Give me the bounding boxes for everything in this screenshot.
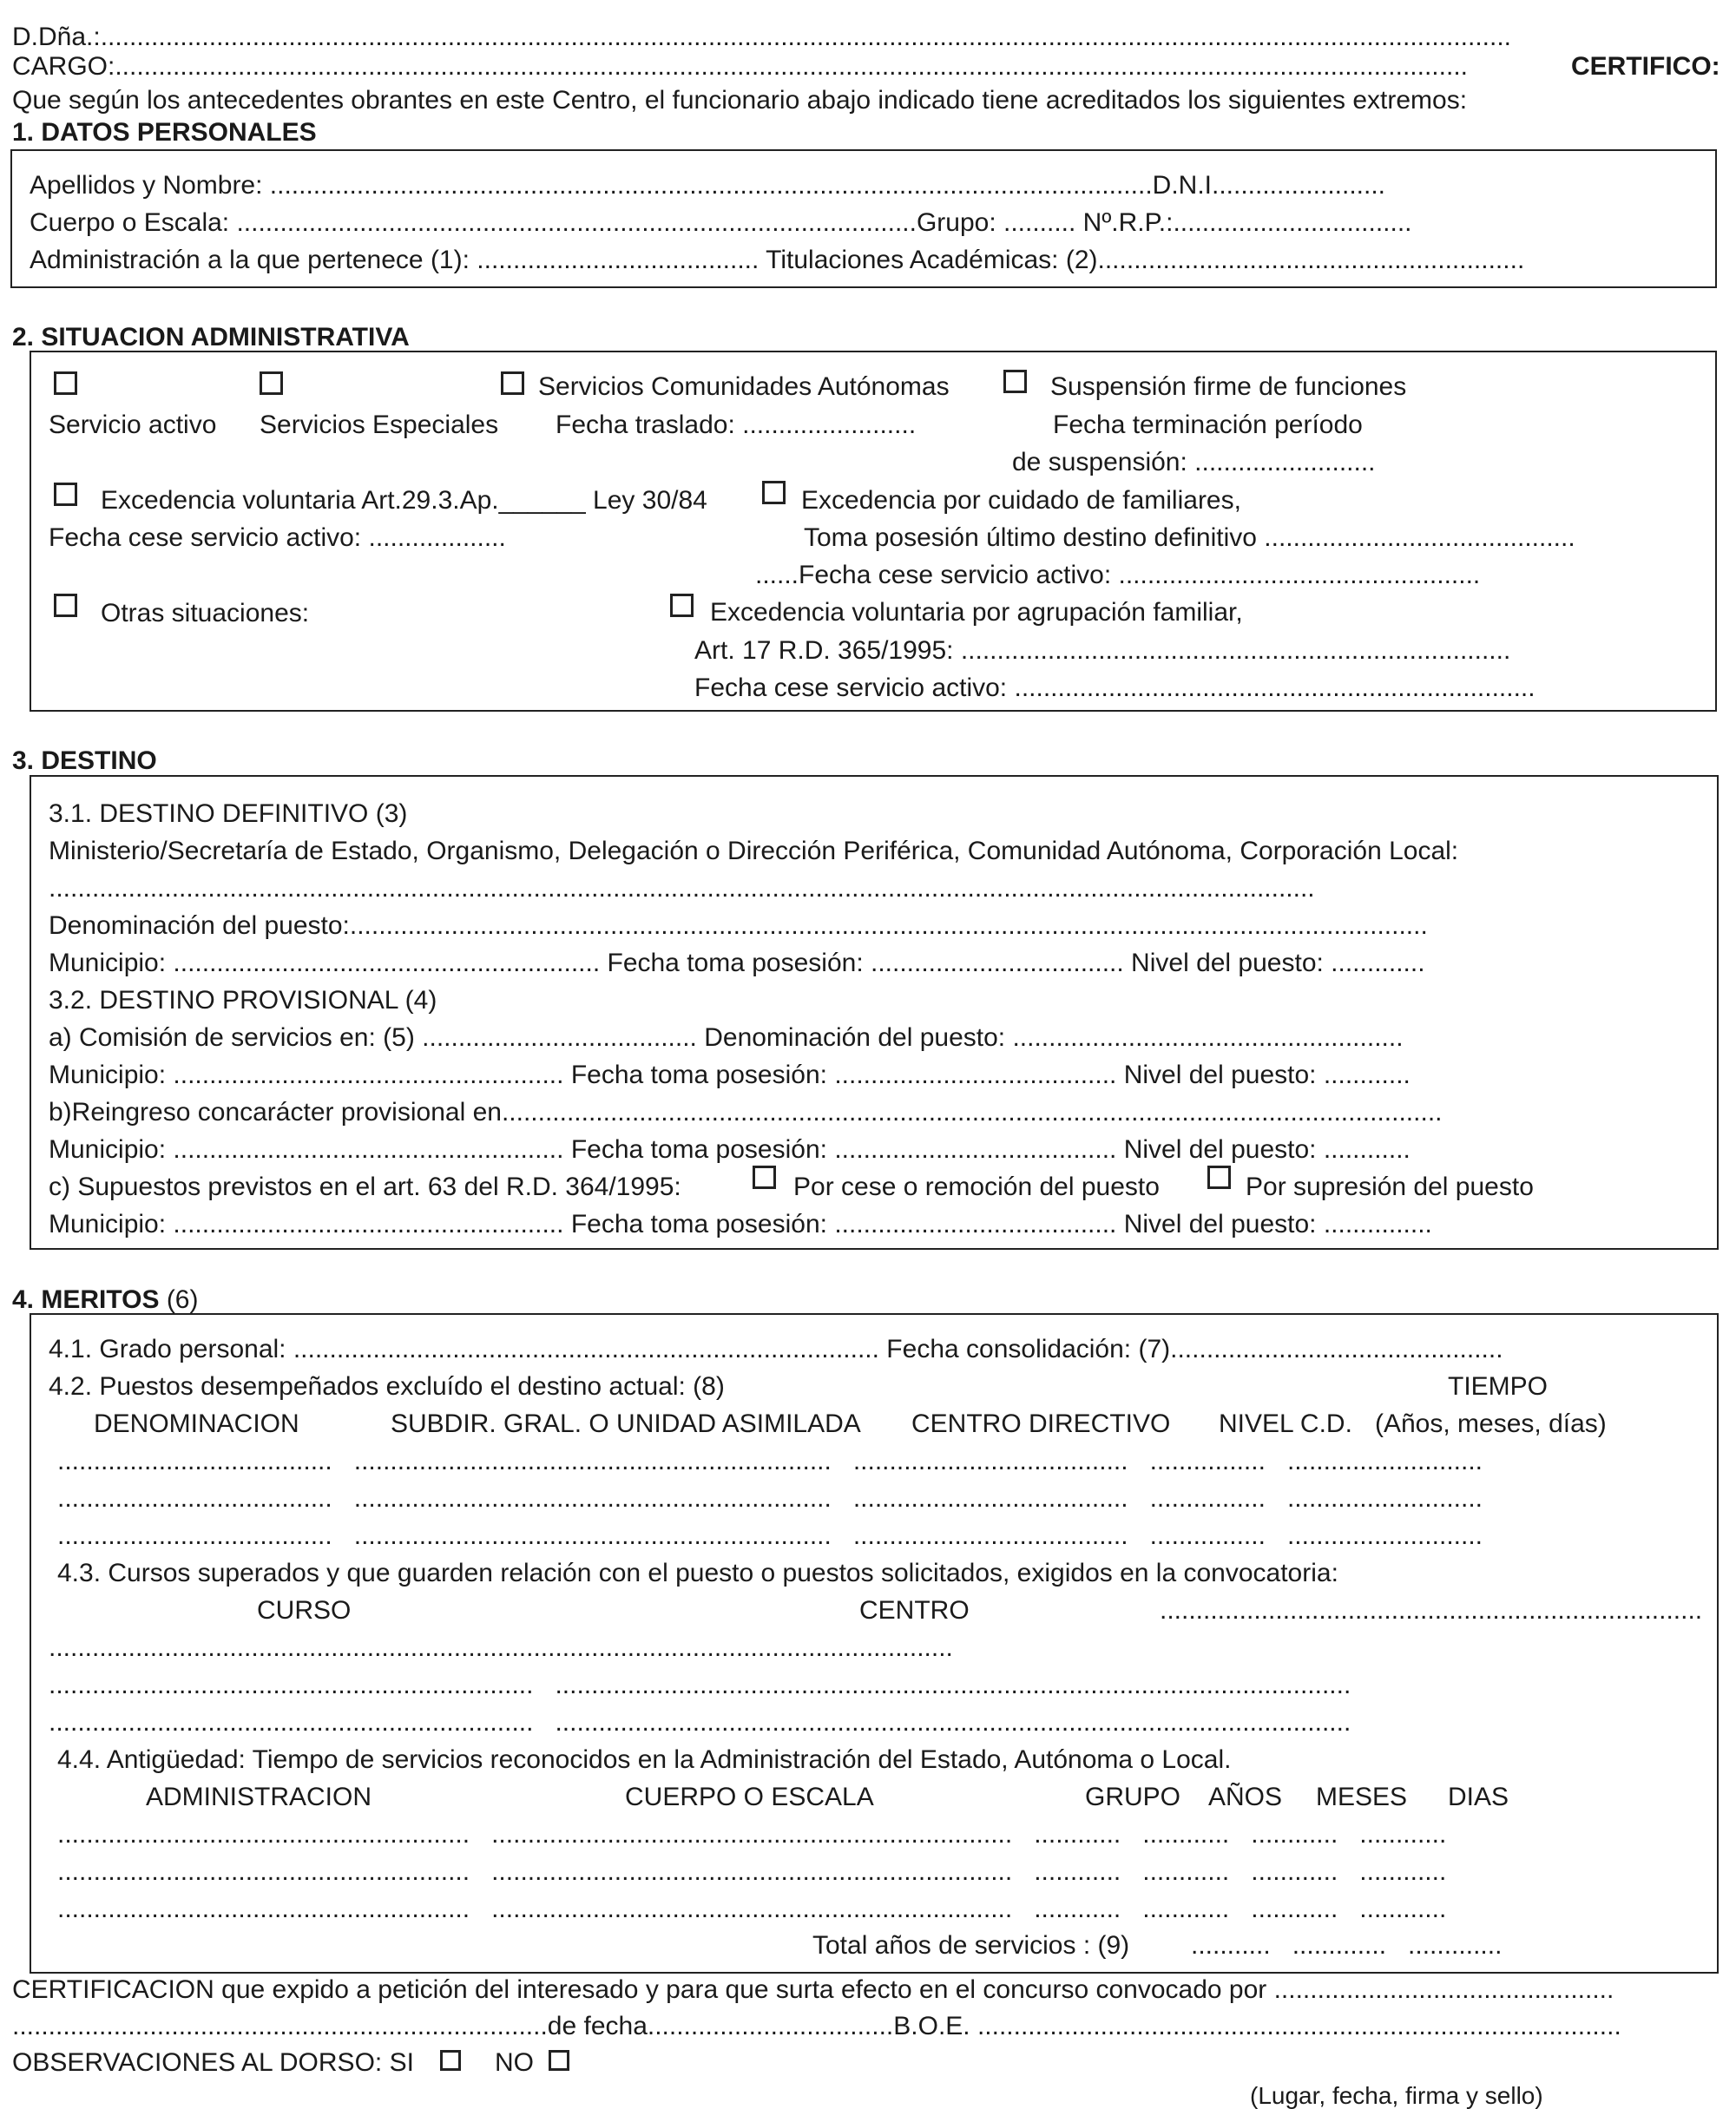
curso-header: CURSO (257, 1596, 352, 1625)
nivel-cd-header: NIVEL C.D. (1219, 1409, 1352, 1438)
administracion-header: ADMINISTRACION (146, 1783, 372, 1811)
section3-title: 3. DESTINO (12, 746, 157, 775)
excedencia-agrupacion-checkbox[interactable] (670, 594, 694, 617)
cese-remocion-label: Por cese o remoción del puesto (793, 1173, 1160, 1201)
observaciones-label: OBSERVACIONES AL DORSO: SI (12, 2048, 414, 2077)
municipio-line-4: Municipio: ...................................................... Fecha toma posesión: ....................................... Nivel del puesto: ............... (49, 1210, 1432, 1238)
fecha-cese-line-1: Fecha cese servicio activo: ................... (49, 523, 506, 552)
suspension-checkbox[interactable] (1003, 370, 1027, 393)
ministerio-label: Ministerio/Secretaría de Estado, Organismo, Delegación o Dirección Periférica, Comunidad Autónoma, Corporación Local: (49, 837, 1459, 865)
certifico-label: CERTIFICO: (1571, 52, 1720, 81)
supresion-checkbox[interactable] (1207, 1166, 1231, 1189)
antiguedad-row: ......................................................... ........................................................................ ............ ............ ............ ............ (57, 1895, 1447, 1923)
supresion-label: Por supresión del puesto (1246, 1173, 1534, 1201)
cese-remocion-checkbox[interactable] (753, 1166, 776, 1189)
ccaa-checkbox[interactable] (501, 371, 524, 395)
suspension-label: Suspensión firme de funciones (1050, 372, 1407, 401)
curso-row: ................................................................... .............................................................................................................. (49, 1671, 1351, 1699)
excedencia-voluntaria-label: Excedencia voluntaria Art.29.3.Ap.______ Ley 30/84 (101, 486, 707, 515)
fecha-terminacion-label: Fecha terminación período (1053, 411, 1363, 439)
cursos-label: 4.3. Cursos superados y que guarden relación con el puesto o puestos solicitados, exigidos en la convocatoria: (57, 1559, 1338, 1587)
servicios-especiales-label: Servicios Especiales (260, 411, 499, 439)
intro-text: Que según los antecedentes obrantes en este Centro, el funcionario abajo indicado tiene acreditados los siguientes extremos: (12, 86, 1468, 115)
municipio-line-1: Municipio: ........................................................... Fecha toma posesión: ................................... Nivel del puesto: ............. (49, 949, 1425, 977)
ccaa-label: Servicios Comunidades Autónomas (538, 372, 950, 401)
cuerpo-line: Cuerpo o Escala: ..............................................................................................Grupo: .......... Nº.R.P.:................................. (30, 208, 1412, 237)
fecha-cese-line-3: Fecha cese servicio activo: ........................................................................ (694, 673, 1535, 702)
otras-situaciones-label: Otras situaciones: (101, 599, 310, 627)
servicio-activo-label: Servicio activo (49, 411, 217, 439)
excedencia-voluntaria-checkbox[interactable] (54, 483, 77, 506)
total-anos-label: Total años de servicios : (9) (812, 1931, 1130, 1960)
excedencia-cuidado-checkbox[interactable] (762, 481, 786, 504)
cargo-line: CARGO:........................................................................................................................................................................................... (12, 52, 1468, 81)
centro-header: CENTRO (859, 1596, 970, 1625)
denominacion-header: DENOMINACION (94, 1409, 299, 1438)
curso-row: ............................................................................................................................. (49, 1633, 953, 1662)
servicio-activo-checkbox[interactable] (54, 371, 77, 395)
art17-line: Art. 17 R.D. 365/1995: ............................................................................ (694, 636, 1511, 665)
cuerpo-escala-header: CUERPO O ESCALA (625, 1783, 874, 1811)
ddna-line: D.Dña.:................................................................................................................................................................................................... (12, 23, 1512, 51)
ministerio-dots: ............................................................................................................................................................................... (49, 874, 1315, 903)
meses-header: MESES (1316, 1783, 1408, 1811)
curso-row: ................................................................... .............................................................................................................. (49, 1708, 1351, 1737)
anos-meses-dias-header: (Años, meses, días) (1375, 1409, 1607, 1438)
antiguedad-row: ......................................................... ........................................................................ ............ ............ ............ ............ (57, 1820, 1447, 1849)
tiempo-header: TIEMPO (1448, 1372, 1549, 1401)
apellidos-line: Apellidos y Nombre: ..........................................................................................................................D.N.I........................ (30, 171, 1386, 200)
supuestos-label: c) Supuestos previstos en el art. 63 del R.D. 364/1995: (49, 1173, 681, 1201)
fecha-traslado-line: Fecha traslado: ........................ (556, 411, 917, 439)
observaciones-no-checkbox[interactable] (549, 2050, 569, 2071)
certificacion-line-1: CERTIFICACION que expido a petición del interesado y para que surta efecto en el concurso convocado por ............................................... (12, 1975, 1614, 2004)
puestos-desempenados-label: 4.2. Puestos desempeñados excluído el destino actual: (8) (49, 1372, 725, 1401)
administracion-line: Administración a la que pertenece (1): ....................................... Titulaciones Académicas: (2)........................................................... (30, 246, 1525, 274)
section1-title: 1. DATOS PERSONALES (12, 118, 317, 147)
certificacion-line-2: ..........................................................................de fecha..................................B.O.E. ......................................................................................... (12, 2012, 1621, 2040)
curso-dots: ........................................................................... (1160, 1596, 1703, 1625)
fecha-cese-line-2: ......Fecha cese servicio activo: .................................................. (755, 561, 1481, 589)
excedencia-agrupacion-label: Excedencia voluntaria por agrupación familiar, (710, 598, 1243, 627)
destino-definitivo-heading: 3.1. DESTINO DEFINITIVO (3) (49, 799, 408, 828)
toma-posesion-line: Toma posesión último destino definitivo ........................................... (804, 523, 1575, 552)
total-anos-dots: ........... ............. ............. (1191, 1931, 1503, 1960)
denominacion-puesto-line: Denominación del puesto:..................................................................................................................................................... (49, 911, 1428, 940)
puesto-row: ...................................... .................................................................. ...................................... ................ ........................... (57, 1484, 1483, 1513)
destino-provisional-heading: 3.2. DESTINO PROVISIONAL (4) (49, 986, 437, 1015)
reingreso-line: b)Reingreso concarácter provisional en.................................................................................................................................. (49, 1098, 1443, 1127)
subdir-header: SUBDIR. GRAL. O UNIDAD ASIMILADA (391, 1409, 861, 1438)
servicios-especiales-checkbox[interactable] (260, 371, 283, 395)
excedencia-cuidado-label: Excedencia por cuidado de familiares, (801, 486, 1241, 515)
observaciones-si-checkbox[interactable] (440, 2050, 461, 2071)
grupo-header: GRUPO (1085, 1783, 1181, 1811)
lugar-fecha-firma: (Lugar, fecha, firma y sello) (1250, 2082, 1543, 2109)
observaciones-no-label: NO (495, 2048, 534, 2077)
anos-header: AÑOS (1208, 1783, 1283, 1811)
municipio-line-2: Municipio: ...................................................... Fecha toma posesión: ....................................... Nivel del puesto: ............ (49, 1061, 1410, 1089)
centro-directivo-header: CENTRO DIRECTIVO (911, 1409, 1171, 1438)
dias-header: DIAS (1448, 1783, 1509, 1811)
section4-title: 4. MERITOS (6) (12, 1285, 199, 1314)
de-suspension-line: de suspensión: ......................... (1012, 448, 1376, 476)
antiguedad-label: 4.4. Antigüedad: Tiempo de servicios reconocidos en la Administración del Estado, Autónoma o Local. (57, 1745, 1232, 1774)
antiguedad-row: ......................................................... ........................................................................ ............ ............ ............ ............ (57, 1857, 1447, 1886)
municipio-line-3: Municipio: ...................................................... Fecha toma posesión: ....................................... Nivel del puesto: ............ (49, 1135, 1410, 1164)
grado-personal-line: 4.1. Grado personal: ................................................................................. Fecha consolidación: (7).............................................. (49, 1335, 1503, 1363)
puesto-row: ...................................... .................................................................. ...................................... ................ ........................... (57, 1447, 1483, 1475)
comision-servicios-line: a) Comisión de servicios en: (5) ...................................... Denominación del puesto: ...................................................... (49, 1023, 1404, 1052)
puesto-row: ...................................... .................................................................. ...................................... ................ ........................... (57, 1521, 1483, 1550)
otras-situaciones-checkbox[interactable] (54, 594, 77, 617)
section2-title: 2. SITUACION ADMINISTRATIVA (12, 323, 410, 352)
